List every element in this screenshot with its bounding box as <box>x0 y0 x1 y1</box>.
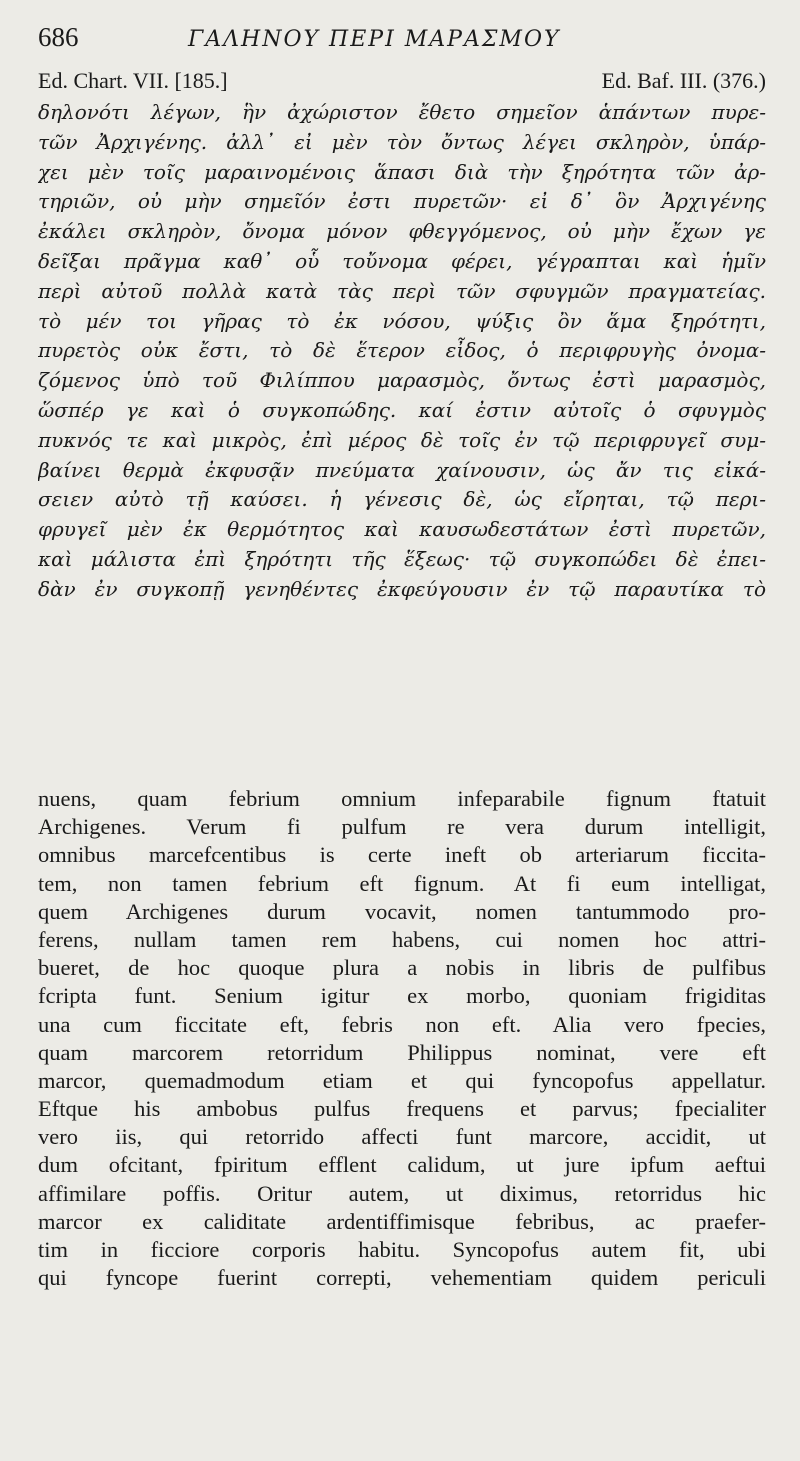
running-head <box>38 22 766 62</box>
edition-reference-line <box>38 68 766 98</box>
edition-reference-right: Ed. Baf. III. (376.) <box>601 68 766 93</box>
latin-line: Archigenes. Verum fi pulfum re vera durum intelligit, <box>38 814 766 840</box>
greek-text-block <box>38 98 766 605</box>
latin-line: marcor ex caliditate ardentiffimisque febribus, ac praefer- <box>38 1208 766 1234</box>
latin-line: fcripta funt. Senium igitur ex morbo, quoniam frigiditas <box>38 983 766 1009</box>
latin-line: bueret, de hoc quoque plura a nobis in libris de pulfibus <box>38 955 766 981</box>
greek-line: περὶ αὐτοῦ πολλὰ κατὰ τὰς περὶ τῶν σφυγμῶν πραγματείας. <box>38 278 766 303</box>
greek-line: δὰν ἐν συγκοπῇ γενηθέντες ἐκφεύγουσιν ἐν τῷ παραυτίκα τὸ <box>38 576 766 601</box>
page-number: 686 <box>38 22 79 52</box>
greek-line: τηριῶν, οὐ μὴν σημεῖόν ἐστι πυρετῶν· εἰ δ᾽ ὃν Ἀρχιγένης <box>38 189 766 214</box>
latin-line: nuens, quam febrium omnium infeparabile fignum ftatuit <box>38 786 766 811</box>
greek-line: ἐκάλει σκληρὸν, ὄνομα μόνον φθεγγόμενος, οὐ μὴν ἔχων γε <box>38 219 766 244</box>
greek-line: βαίνει θερμὰ ἐκφυσᾷν πνεύματα χαίνουσιν, ὡς ἄν τις εἰκά- <box>38 457 766 482</box>
greek-line: πυρετὸς οὐκ ἔστι, τὸ δὲ ἕτερον εἶδος, ὁ περιφρυγὴς ὀνομα- <box>38 338 766 363</box>
greek-line: καὶ μάλιστα ἐπὶ ξηρότητι τῆς ἕξεως· τῷ συγκοπώδει δὲ ἐπει- <box>38 546 766 571</box>
greek-line: τὸ μέν τοι γῆρας τὸ ἐκ νόσου, ψύξις ὂν ἅμα ξηρότητι, <box>38 308 766 333</box>
latin-line: omnibus marcefcentibus is certe ineft ob arteriarum ficcita- <box>38 842 766 868</box>
latin-line: una cum ficcitate eft, febris non eft. Alia vero fpecies, <box>38 1011 766 1037</box>
latin-line: affimilare poffis. Oritur autem, ut diximus, retorridus hic <box>38 1180 766 1206</box>
edition-reference-left: Ed. Chart. VII. [185.] <box>38 68 228 93</box>
latin-line: qui fyncope fuerint correpti, vehementiam quidem periculi <box>38 1265 766 1291</box>
greek-line: ζόμενος ὑπὸ τοῦ Φιλίππου μαρασμὸς, ὄντως ἐστὶ μαρασμὸς, <box>38 368 766 393</box>
latin-line: ferens, nullam tamen rem habens, cui nomen hoc attri- <box>38 926 766 952</box>
latin-line: marcor, quemadmodum etiam et qui fyncopofus appellatur. <box>38 1067 766 1093</box>
greek-line: χει μὲν τοῖς μαραινομένοις ἅπασι διὰ τὴν ξηρότητα τῶν ἀρ- <box>38 159 766 184</box>
latin-line: vero iis, qui retorrido affecti funt marcore, accidit, ut <box>38 1124 766 1150</box>
greek-line: πυκνός τε καὶ μικρὸς, ἐπὶ μέρος δὲ τοῖς ἐν τῷ περιφρυγεῖ συμ- <box>38 427 766 452</box>
latin-text-block <box>38 785 766 1292</box>
running-title: ΓΑΛΗΝΟΥ ΠΕΡΙ ΜΑΡΑΣΜΟΥ <box>188 27 561 52</box>
latin-line: tim in ficciore corporis habitu. Syncopofus autem fit, ubi <box>38 1237 766 1262</box>
latin-line: Eftque his ambobus pulfus frequens et parvus; fpecialiter <box>38 1096 766 1122</box>
greek-line: φρυγεῖ μὲν ἐκ θερμότητος καὶ καυσωδεστάτων ἐστὶ πυρετῶν, <box>38 517 766 542</box>
greek-line: δηλονότι λέγων, ἣν ἀχώριστον ἔθετο σημεῖον ἁπάντων πυρε- <box>38 100 766 124</box>
latin-line: quam marcorem retorridum Philippus nominat, vere eft <box>38 1039 766 1065</box>
greek-line: τῶν Ἀρχιγένης. ἀλλ᾽ εἰ μὲν τὸν ὄντως λέγει σκληρὸν, ὑπάρ- <box>38 129 766 154</box>
greek-line: ὥσπέρ γε καὶ ὁ συγκοπώδης. καί ἐστιν αὐτοῖς ὁ σφυγμὸς <box>38 397 766 422</box>
latin-line: tem, non tamen febrium eft fignum. At fi eum intelligat, <box>38 870 766 896</box>
greek-line: δεῖξαι πρᾶγμα καθ᾽ οὗ τοὔνομα φέρει, γέγραπται καὶ ἡμῖν <box>38 248 766 273</box>
latin-line: quem Archigenes durum vocavit, nomen tantummodo pro- <box>38 898 766 924</box>
greek-line: σειεν αὐτὸ τῇ καύσει. ἡ γένεσις δὲ, ὡς εἴρηται, τῷ περι- <box>38 487 766 512</box>
latin-line: dum ofcitant, fpiritum efflent calidum, ut jure ipfum aeftui <box>38 1152 766 1178</box>
